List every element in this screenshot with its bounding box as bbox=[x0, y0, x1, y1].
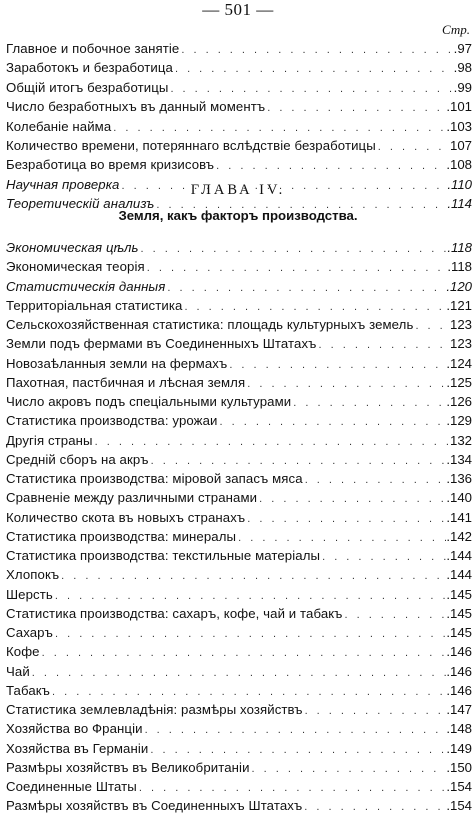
entry-page-number: .145 bbox=[446, 625, 472, 640]
contents-entry bbox=[6, 796, 472, 815]
contents-entry bbox=[6, 527, 472, 546]
contents-entry bbox=[6, 546, 472, 565]
entry-page-number: .140 bbox=[446, 490, 472, 506]
entry-title: Чай bbox=[6, 663, 30, 679]
dot-leader bbox=[320, 548, 446, 567]
entry-page-number: .114 bbox=[447, 196, 472, 212]
dot-leader bbox=[165, 279, 446, 298]
entry-title: Табакъ bbox=[6, 682, 50, 698]
entry-title: Научная проверка bbox=[6, 176, 120, 192]
dot-leader bbox=[214, 157, 446, 176]
entry-page-number: .141 bbox=[446, 509, 472, 525]
contents-entry bbox=[6, 39, 472, 58]
entry-page-number: .118 bbox=[447, 259, 472, 275]
entry-title: Территоріальная статистика bbox=[6, 297, 183, 313]
dot-leader bbox=[291, 394, 446, 413]
entry-title: Соединенные Штаты bbox=[6, 779, 137, 794]
contents-entry bbox=[6, 117, 472, 136]
entry-page-number: .98 bbox=[453, 60, 472, 76]
dot-leader bbox=[303, 702, 447, 721]
entry-page-number: .97 bbox=[453, 41, 472, 56]
entry-page-number: .146 bbox=[446, 682, 472, 698]
entry-title: Безработица во время кризисовъ bbox=[6, 157, 215, 173]
dot-leader bbox=[139, 240, 448, 259]
entry-page-number: .125 bbox=[446, 374, 472, 390]
entry-title: Размѣры хозяйствъ въ Соединенныхъ Штатахъ bbox=[6, 798, 303, 814]
dot-leader bbox=[317, 336, 450, 355]
contents-entry bbox=[6, 296, 472, 315]
entry-title: Хозяйства въ Германіи bbox=[6, 740, 149, 756]
dot-leader bbox=[173, 60, 454, 79]
contents-entry bbox=[6, 155, 472, 174]
entry-title: Общій итогъ безработицы bbox=[6, 79, 169, 95]
contents-entry bbox=[6, 354, 472, 373]
entry-title: Хозяйства во Франціи bbox=[6, 721, 143, 737]
entry-title: Количество скота въ новыхъ странахъ bbox=[6, 509, 246, 525]
entry-title: Размѣры хозяйствъ въ Великобританіи bbox=[6, 759, 250, 775]
entry-title: Кофе bbox=[6, 644, 40, 660]
entry-title: Статистика производства: текстильные матеріалы bbox=[6, 548, 321, 563]
contents-entry bbox=[6, 623, 472, 642]
entry-page-number: .120 bbox=[446, 278, 472, 294]
dot-leader bbox=[227, 356, 446, 375]
dot-leader bbox=[250, 760, 447, 779]
dot-leader bbox=[218, 413, 447, 432]
dot-leader bbox=[143, 721, 447, 740]
entry-title: Статистика производства: урожаи bbox=[6, 413, 218, 429]
chapter-heading: ГЛАВА IV. bbox=[190, 182, 286, 198]
entry-title: Число акровъ подъ спеціальными культурами bbox=[6, 394, 292, 409]
entry-title: Экономическая теорія bbox=[6, 259, 145, 275]
dot-leader bbox=[302, 798, 446, 817]
dot-leader bbox=[342, 606, 446, 625]
entry-title: Сельскохозяйственная статистика: площадь культурныхъ земель bbox=[6, 317, 414, 332]
entry-page-number: .149 bbox=[446, 740, 472, 756]
contents-entry bbox=[6, 238, 472, 257]
entry-page-number: .142 bbox=[446, 528, 472, 544]
contents-entry bbox=[6, 277, 472, 296]
contents-entry bbox=[6, 642, 472, 661]
contents-entry bbox=[6, 681, 472, 700]
entry-page-number: .108 bbox=[446, 157, 472, 173]
contents-entry bbox=[6, 565, 472, 584]
entry-title: Статистика производства: минералы bbox=[6, 528, 237, 544]
entry-page-number: .136 bbox=[446, 471, 472, 486]
entry-title: Статистика производства: міровой запасъ мяса bbox=[6, 471, 303, 486]
dot-leader bbox=[53, 625, 446, 644]
contents-entry bbox=[6, 739, 472, 758]
dot-leader bbox=[376, 138, 450, 157]
contents-entry bbox=[6, 97, 472, 116]
dot-leader bbox=[179, 41, 453, 60]
dot-leader bbox=[59, 567, 446, 586]
dot-leader bbox=[40, 644, 447, 663]
entry-page-number: .145 bbox=[446, 605, 472, 621]
entry-page-number: 107 bbox=[449, 137, 472, 153]
contents-entry bbox=[6, 508, 472, 527]
contents-entry bbox=[6, 373, 472, 392]
entry-title: Количество времени, потеряннаго вслѣдствіе безработицы bbox=[6, 137, 376, 153]
entry-page-number: .99 bbox=[453, 79, 472, 95]
entry-title: Шерсть bbox=[6, 586, 53, 602]
entry-title: Теоретическій анализъ bbox=[6, 196, 155, 212]
entry-page-number: .146 bbox=[446, 644, 472, 660]
entry-title: Заработокъ и безработица bbox=[6, 60, 173, 76]
entry-page-number: .145 bbox=[446, 586, 472, 602]
contents-entry bbox=[6, 488, 472, 507]
entry-page-number: 132 bbox=[449, 432, 472, 448]
contents-entry bbox=[6, 257, 472, 276]
entry-page-number: .121 bbox=[446, 297, 472, 313]
contents-entry bbox=[6, 411, 472, 430]
entry-title: Число безработныхъ въ данный моментъ bbox=[6, 99, 266, 115]
entry-title: Экономическая цѣль bbox=[6, 240, 139, 255]
contents-entry bbox=[6, 758, 472, 777]
contents-entry bbox=[6, 585, 472, 604]
contents-entry bbox=[6, 315, 472, 334]
contents-entry bbox=[6, 662, 472, 681]
contents-list-part-two bbox=[6, 238, 472, 816]
entry-page-number: .129 bbox=[446, 413, 472, 429]
entry-page-number: .144 bbox=[446, 548, 472, 563]
entry-page-number: .148 bbox=[446, 721, 472, 737]
entry-title: Сахаръ bbox=[6, 625, 53, 640]
dot-leader bbox=[245, 510, 446, 529]
entry-page-number: 123 bbox=[449, 317, 472, 332]
entry-title: Статистика землевладѣнія: размѣры хозяйствъ bbox=[6, 702, 303, 717]
entry-page-number: .126 bbox=[446, 394, 472, 409]
entry-page-number: .150 bbox=[446, 759, 472, 775]
entry-title: Земли подъ фермами въ Соединенныхъ Штатахъ bbox=[6, 336, 317, 352]
entry-title: Пахотная, пастбичная и лѣсная земля bbox=[6, 374, 246, 390]
entry-title: Средній сборъ на акръ bbox=[6, 451, 149, 467]
page-number: — 501 — bbox=[202, 0, 274, 19]
contents-entry bbox=[6, 334, 472, 353]
entry-title: Статистика производства: сахаръ, кофе, чай и табакъ bbox=[6, 605, 343, 621]
page-column-header: Стр. bbox=[442, 22, 470, 37]
dot-leader bbox=[265, 99, 446, 118]
chapter-title: Земля, какъ факторъ производства. bbox=[118, 208, 358, 223]
dot-leader bbox=[145, 259, 448, 278]
entry-page-number: .101 bbox=[446, 99, 472, 115]
entry-page-number: .110 bbox=[447, 176, 472, 192]
entry-page-number: .134 bbox=[446, 451, 472, 467]
entry-title: Новозаѣланныя земли на фермахъ bbox=[6, 355, 228, 371]
contents-entry bbox=[6, 58, 472, 77]
entry-title: Хлопокъ bbox=[6, 567, 60, 583]
entry-page-number: .124 bbox=[446, 355, 472, 371]
contents-entry bbox=[6, 431, 472, 450]
dot-leader bbox=[413, 317, 450, 336]
entry-title: Статистическія данныя bbox=[6, 278, 166, 294]
entry-title: Главное и побочное занятіе bbox=[6, 41, 180, 56]
entry-title: Другія страны bbox=[6, 432, 93, 448]
contents-entry bbox=[6, 136, 472, 155]
entry-page-number: .144 bbox=[446, 567, 472, 583]
contents-entry bbox=[6, 78, 472, 97]
contents-entry bbox=[6, 700, 472, 719]
contents-entry bbox=[6, 719, 472, 738]
entry-page-number: .154 bbox=[446, 798, 472, 814]
entry-page-number: .146 bbox=[446, 663, 472, 679]
entry-page-number: .147 bbox=[446, 702, 472, 717]
dot-leader bbox=[257, 490, 446, 509]
contents-entry bbox=[6, 777, 472, 796]
dot-leader bbox=[30, 664, 447, 683]
contents-entry bbox=[6, 604, 472, 623]
entry-page-number: .103 bbox=[446, 118, 472, 134]
dot-leader bbox=[303, 471, 447, 490]
entry-page-number: .118 bbox=[447, 240, 472, 255]
entry-page-number: 123 bbox=[449, 336, 472, 352]
contents-entry bbox=[6, 469, 472, 488]
entry-title: Сравненіе между различными странами bbox=[6, 490, 258, 506]
contents-entry bbox=[6, 450, 472, 469]
entry-page-number: .154 bbox=[446, 779, 472, 794]
entry-title: Колебаніе найма bbox=[6, 118, 112, 134]
contents-entry bbox=[6, 392, 472, 411]
